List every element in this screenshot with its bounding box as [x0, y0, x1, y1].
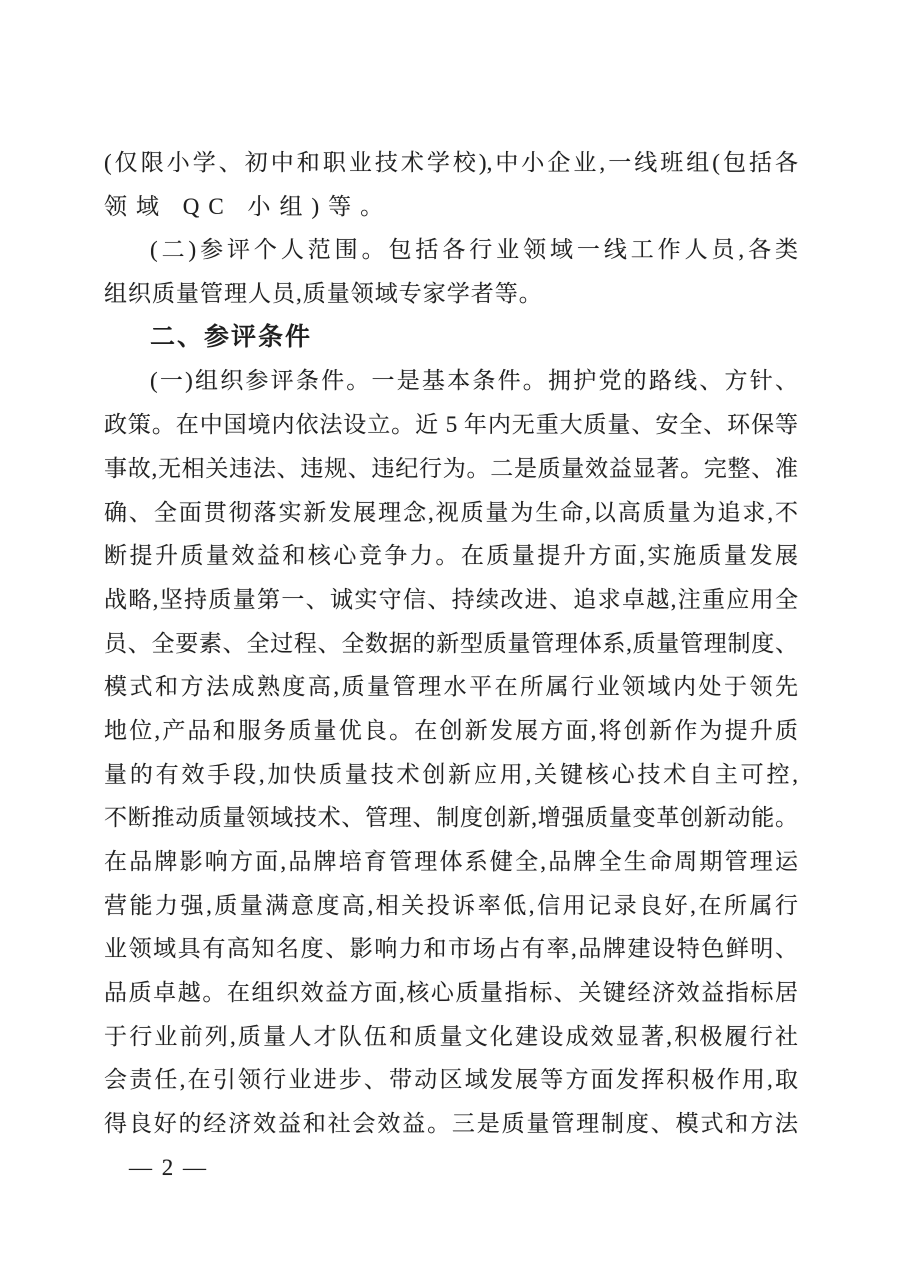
text-line: (仅限小学、初中和职业技术学校),中小企业,一线班组(包括各: [104, 150, 798, 175]
text-line: 政策。在中国境内依法设立。近 5 年内无重大质量、安全、环保等: [104, 412, 798, 438]
text-line: 员、全要素、全过程、全数据的新型质量管理体系,质量管理制度、: [104, 630, 798, 656]
text-line: 量的有效手段,加快质量技术创新应用,关键核心技术自主可控,: [104, 761, 798, 787]
text-line: 业领域具有高知名度、影响力和市场占有率,品牌建设特色鲜明、: [104, 936, 798, 962]
text-line: 领域 QC 小组)等。: [104, 193, 393, 219]
document-body: [104, 141, 798, 1146]
page-number: — 2 —: [129, 1155, 208, 1180]
text-line: 得良好的经济效益和社会效益。三是质量管理制度、模式和方法: [104, 1111, 798, 1137]
text-line: 在品牌影响方面,品牌培育管理体系健全,品牌全生命周期管理运: [104, 849, 798, 874]
text-line: 组织质量管理人员,质量领域专家学者等。: [104, 281, 543, 307]
section-heading: 二、参评条件: [150, 322, 313, 351]
text-line: (一)组织参评条件。一是基本条件。拥护党的路线、方针、: [150, 368, 798, 394]
text-line: 断提升质量效益和核心竞争力。在质量提升方面,实施质量发展: [104, 543, 798, 569]
text-line: 战略,坚持质量第一、诚实守信、持续改进、追求卓越,注重应用全: [104, 586, 798, 612]
text-line: 会责任,在引领行业进步、带动区域发展等方面发挥积极作用,取: [104, 1067, 798, 1093]
text-line: 品质卓越。在组织效益方面,核心质量指标、关键经济效益指标居: [104, 980, 798, 1006]
text-line: 事故,无相关违法、违规、违纪行为。二是质量效益显著。完整、准: [104, 455, 798, 481]
text-line: 确、全面贯彻落实新发展理念,视质量为生命,以高质量为追求,不: [104, 499, 798, 525]
text-line: 地位,产品和服务质量优良。在创新发展方面,将创新作为提升质: [104, 717, 798, 743]
text-line: (二)参评个人范围。包括各行业领域一线工作人员,各类: [150, 237, 798, 263]
text-line: 不断推动质量领域技术、管理、制度创新,增强质量变革创新动能。: [104, 805, 798, 831]
text-line: 于行业前列,质量人才队伍和质量文化建设成效显著,积极履行社: [104, 1023, 798, 1049]
text-line: 营能力强,质量满意度高,相关投诉率低,信用记录良好,在所属行: [104, 892, 798, 918]
text-line: 模式和方法成熟度高,质量管理水平在所属行业领域内处于领先: [104, 674, 798, 700]
